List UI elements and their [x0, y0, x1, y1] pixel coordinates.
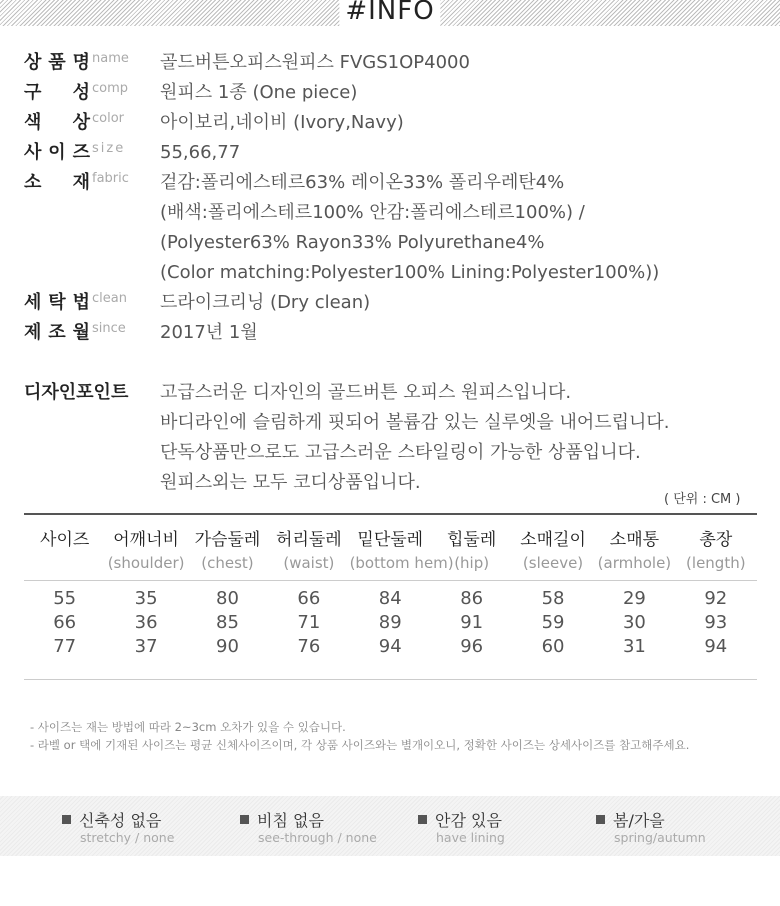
size-table — [24, 513, 757, 680]
design-point — [24, 378, 670, 498]
header-sleeve: 소매길이 — [520, 530, 586, 550]
square-bullet-icon — [596, 815, 605, 824]
table-cell: 91 — [460, 612, 484, 633]
spec-value: 겉감:폴리에스테르63% 레이온33% 폴리우레탄4% (배색:폴리에스테르100% 안감:폴리에스테르100%) / (Polyester63% Rayon33% Polyurethane4% (Color matching:Polyester100% Lining:Polyester100%)) — [160, 172, 660, 283]
header-en: (shoulder) — [107, 554, 185, 572]
spec-label-en: color — [92, 111, 125, 126]
square-bullet-icon — [62, 815, 71, 824]
table-cell: 96 — [460, 636, 484, 657]
table-cell: 37 — [134, 636, 158, 657]
note-line: - 사이즈는 재는 방법에 따라 2~3cm 오차가 있을 수 있습니다. — [30, 720, 346, 734]
table-cell: 76 — [297, 636, 321, 657]
table-cell: 94 — [378, 636, 402, 657]
header-en — [24, 550, 105, 580]
table-cell: 86 — [460, 588, 484, 609]
spec-label-ko: 구 성 — [24, 82, 90, 103]
table-cell: 85 — [216, 612, 239, 633]
header-chest: 가슴둘레 — [194, 530, 261, 550]
table-cell: 90 — [216, 636, 239, 657]
spec-label-en: comp — [92, 81, 129, 96]
spec-value: 아이보리,네이비 (Ivory,Navy) — [160, 112, 404, 133]
spec-label-ko: 세 탁 법 — [24, 292, 90, 313]
table-row — [24, 611, 757, 635]
design-point-label: 디자인포인트 — [24, 382, 129, 403]
table-cell: 58 — [541, 588, 565, 609]
table-row — [24, 587, 757, 611]
spec-list — [24, 48, 659, 348]
spec-label-en: fabric — [92, 171, 129, 186]
spec-label-ko: 소 재 — [24, 172, 90, 193]
spec-row-size — [24, 138, 659, 168]
header-shoulder: 어깨너비 — [113, 530, 179, 550]
spec-label-en: since — [92, 321, 126, 336]
spec-label-en: clean — [92, 291, 127, 306]
table-cell: 29 — [622, 588, 646, 609]
feature-stretch: 신축성 없음 stretchy / none — [62, 808, 174, 845]
spec-value: 2017년 1월 — [160, 322, 258, 343]
table-cell: 66 — [53, 612, 77, 633]
table-header-en — [24, 550, 757, 580]
spec-label-en: size — [92, 141, 126, 156]
table-cell: 35 — [134, 588, 158, 609]
table-cell: 31 — [622, 636, 646, 657]
table-cell: 60 — [541, 636, 565, 657]
header-en: (length) — [686, 554, 746, 572]
header-en: (waist) — [283, 554, 335, 572]
table-cell: 71 — [297, 612, 321, 633]
spec-row-since — [24, 318, 659, 348]
header-waist: 허리둘레 — [276, 530, 342, 550]
info-title: #INFO — [339, 0, 440, 26]
table-cell: 94 — [704, 636, 728, 657]
table-cell: 92 — [704, 588, 728, 609]
spec-value: 골드버튼오피스원피스 FVGS1OP4000 — [160, 52, 470, 73]
square-bullet-icon — [240, 815, 249, 824]
spec-value: 드라이크리닝 (Dry clean) — [160, 292, 371, 313]
header-en: (hip) — [454, 554, 490, 572]
feature-see-through: 비침 없음 see-through / none — [240, 808, 377, 845]
spec-row-fabric — [24, 168, 659, 288]
table-cell: 55 — [53, 588, 77, 609]
table-bottom-rule — [24, 679, 757, 680]
note-line: - 라벨 or 택에 기재된 사이즈는 평균 신체사이즈이며, 각 상품 사이즈와는 별개이오니, 정확한 사이즈는 상세사이즈를 참고해주세요. — [30, 738, 690, 752]
spec-row-color — [24, 108, 659, 138]
header-en: (bottom hem) — [349, 554, 454, 572]
header-en: (armhole) — [597, 554, 672, 572]
table-cell: 66 — [297, 588, 321, 609]
header-bottom-hem: 밑단둘레 — [357, 530, 424, 550]
table-cell: 36 — [134, 612, 158, 633]
spec-label-ko: 상 품 명 — [24, 52, 90, 73]
size-notes — [30, 718, 689, 754]
header-length: 총장 — [699, 530, 733, 550]
table-cell: 89 — [378, 612, 402, 633]
feature-bar — [0, 796, 780, 856]
unit-label: ( 단위 : CM ) — [664, 492, 741, 507]
table-cell: 84 — [378, 588, 402, 609]
design-point-text: 고급스러운 디자인의 골드버튼 오피스 원피스입니다. 바디라인에 슬림하게 핏되어 볼륨감 있는 실루엣을 내어드립니다. 단독상품만으로도 고급스러운 스타일링이 가능한 상품입니다. 원피스외는 모두 코디상품입니다. — [160, 382, 670, 493]
spec-label-ko: 색 상 — [24, 112, 90, 133]
spec-row-name — [24, 48, 659, 78]
header-en: (chest) — [201, 554, 254, 572]
feature-lining: 안감 있음 have lining — [418, 808, 505, 845]
spec-value: 55,66,77 — [160, 142, 241, 163]
spec-label-ko: 사 이 즈 — [24, 142, 90, 163]
spec-row-comp — [24, 78, 659, 108]
info-header — [0, 0, 780, 26]
table-cell: 30 — [622, 612, 646, 633]
table-cell: 59 — [541, 612, 565, 633]
spec-label-en: name — [92, 51, 129, 66]
spec-label-ko: 제 조 월 — [24, 322, 90, 343]
header-en: (sleeve) — [522, 554, 584, 572]
spec-value: 원피스 1종 (One piece) — [160, 82, 358, 103]
header-armhole: 소매통 — [609, 530, 660, 550]
square-bullet-icon — [418, 815, 427, 824]
table-cell: 93 — [704, 612, 728, 633]
table-body — [24, 581, 757, 679]
table-header-ko — [24, 515, 757, 550]
table-cell: 77 — [53, 636, 77, 657]
table-row — [24, 635, 757, 659]
table-cell: 80 — [216, 588, 239, 609]
header-size: 사이즈 — [40, 530, 90, 550]
spec-row-clean — [24, 288, 659, 318]
feature-season: 봄/가을 spring/autumn — [596, 808, 706, 845]
header-hip: 힙둘레 — [447, 530, 497, 550]
